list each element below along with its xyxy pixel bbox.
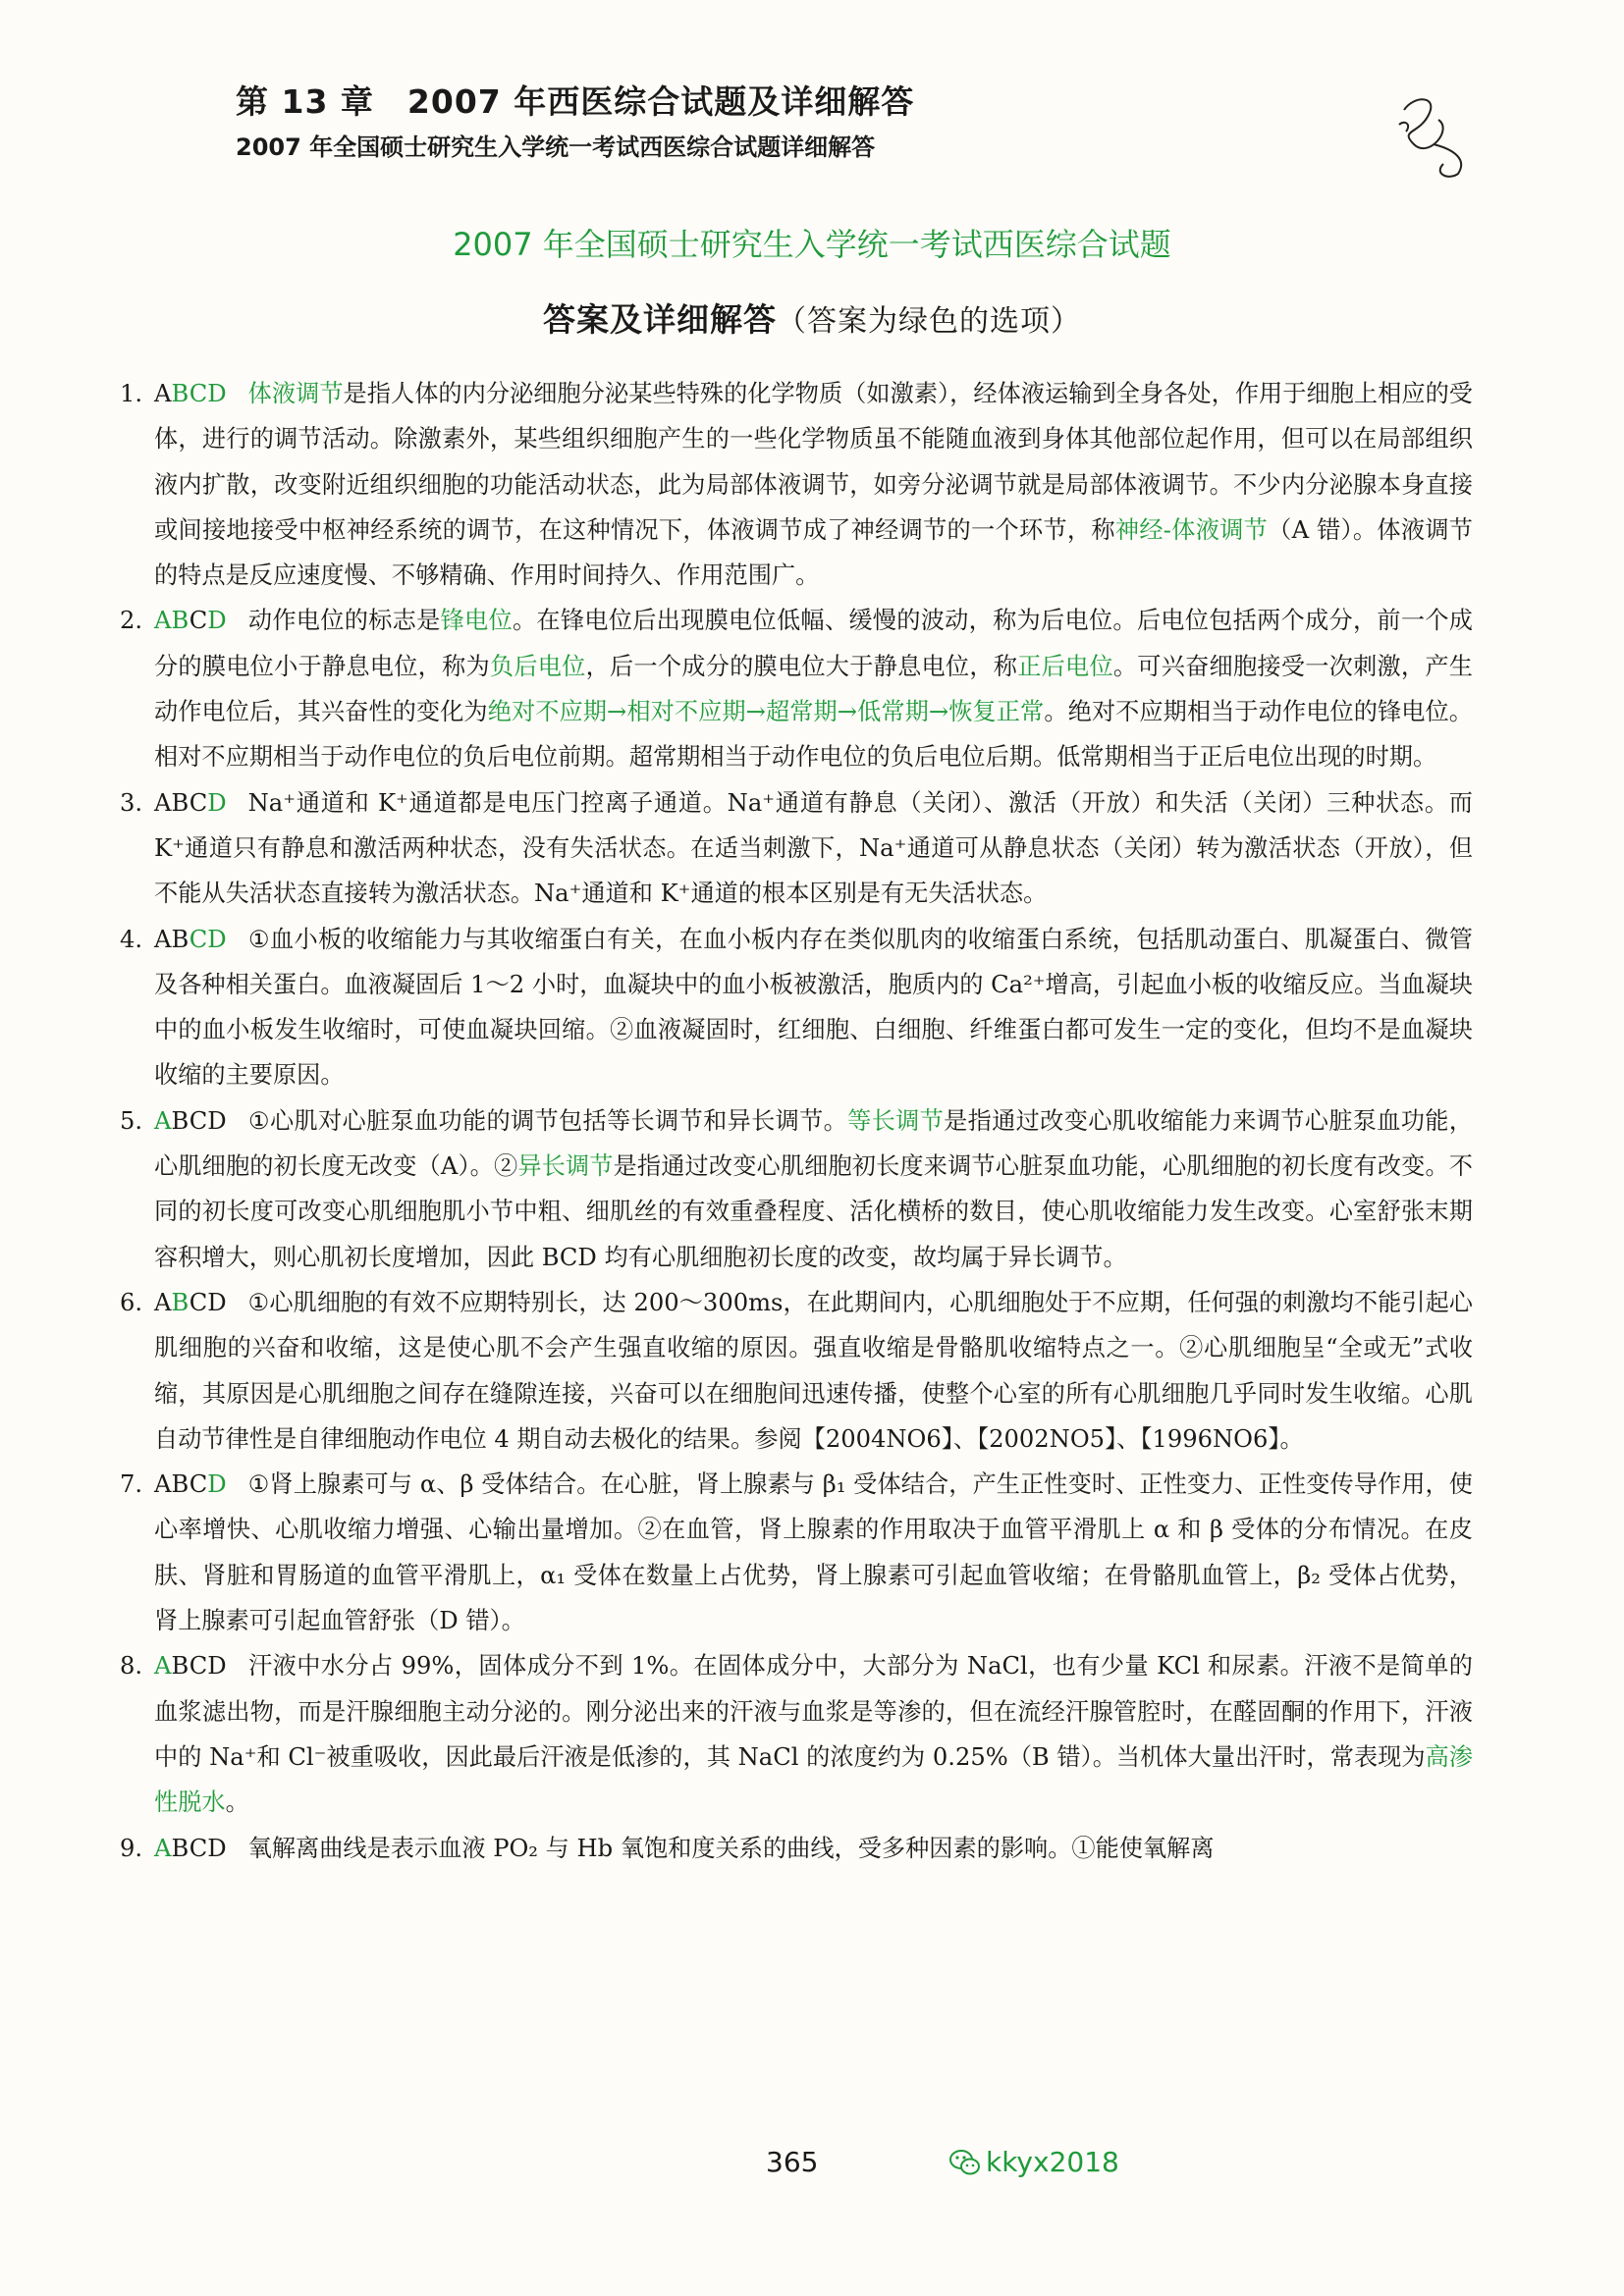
item-number: 5. <box>120 1106 143 1135</box>
answer-item <box>120 598 1473 779</box>
answer-options <box>154 1289 227 1316</box>
handwritten-scribble-mark <box>1384 90 1483 179</box>
explanation-text: 。 <box>225 1789 249 1817</box>
highlighted-term: 体液调节 <box>247 380 344 407</box>
option-letter: A <box>154 380 172 407</box>
option-letter: A <box>154 1288 172 1316</box>
option-letter: B <box>171 1106 189 1135</box>
answer-options <box>154 1470 227 1498</box>
item-number: 6. <box>120 1288 143 1316</box>
highlighted-term: 神经-体液调节 <box>1114 515 1269 544</box>
item-number: 1. <box>120 380 143 407</box>
answer-item <box>120 1098 1473 1280</box>
item-number: 2. <box>120 607 143 635</box>
option-letter: A <box>154 1470 172 1499</box>
answer-item <box>120 1643 1473 1825</box>
explanation-text: 。在锋电位后出现膜电位低幅、缓慢的波动，称为后电位。后电位包括两个成分，前一个成分的膜电位小于静息电位，称为 <box>154 607 1473 680</box>
option-letter: D <box>207 925 227 953</box>
answer-item <box>120 1280 1473 1462</box>
answers-note: （答案为绿色的选项） <box>777 304 1081 339</box>
answer-options <box>154 1107 227 1135</box>
item-number: 3. <box>120 788 143 817</box>
item-number: 4. <box>120 925 143 953</box>
explanation-text: 氧解离曲线是表示血液 PO₂ 与 Hb 氧饱和度关系的曲线，受多种因素的影响。①能使氧解离 <box>247 1834 1215 1862</box>
answers-heading <box>0 294 1624 341</box>
explanation-text: 。可兴奋细胞接受一次刺激，产生动作电位后，其兴奋性的变化为 <box>154 652 1473 726</box>
watermark-text: kkyx2018 <box>986 2146 1119 2178</box>
answer-options <box>154 789 227 817</box>
option-letter: A <box>154 925 172 953</box>
option-letter: D <box>207 380 227 407</box>
answer-options <box>154 607 227 634</box>
option-letter: A <box>154 1106 172 1135</box>
wechat-icon <box>948 2148 982 2177</box>
answer-options <box>154 380 227 407</box>
highlighted-term: 绝对不应期→相对不应期→超常期→低常期→恢复正常 <box>487 698 1045 726</box>
option-letter: C <box>189 1288 208 1316</box>
answers-heading-text: 答案及详细解答 <box>543 300 777 339</box>
answer-options <box>154 926 227 953</box>
highlighted-term: 高渗性脱水 <box>154 1742 1473 1817</box>
option-letter: D <box>207 1834 227 1862</box>
highlighted-term: 等长调节 <box>847 1106 945 1135</box>
explanation-text: ①心肌细胞的有效不应期特别长，达 200～300ms，在此期间内，心肌细胞处于不应期，任何强的刺激均不能引起心肌细胞的兴奋和收缩，这是使心肌不会产生强直收缩的原因。强直收缩是骨骼肌收缩特点之一。②心肌细胞呈“全或无”式收缩，其原因是心肌细胞之间存在缝隙连接，兴奋可以在细胞间迅速传播，使整个心室的所有心肌细胞几乎同时发生收缩。心肌自动节律性是自律细胞动作电位 4 期自动去极化的结果。参阅【2004NO6】、【2002NO5】、【1996NO6】。 <box>154 1288 1473 1453</box>
option-letter: C <box>189 1106 208 1135</box>
page-number: 365 <box>766 2146 819 2178</box>
option-letter: B <box>171 1288 189 1316</box>
option-letter: C <box>189 788 208 817</box>
option-letter: B <box>171 1470 189 1499</box>
option-letter: D <box>207 607 227 635</box>
answer-item <box>120 780 1473 917</box>
item-number: 9. <box>120 1834 143 1862</box>
answer-item <box>120 1826 1473 1871</box>
option-letter: A <box>154 788 172 817</box>
option-letter: C <box>189 925 208 953</box>
option-letter: D <box>207 1470 227 1499</box>
option-letter: D <box>207 1106 227 1135</box>
explanation-text: ，后一个成分的膜电位大于静息电位，称 <box>585 652 1018 680</box>
highlighted-term: 锋电位 <box>440 607 513 635</box>
document-title: 2007 年全国硕士研究生入学统一考试西医综合试题 <box>453 226 1171 263</box>
explanation-text: ①血小板的收缩能力与其收缩蛋白有关，在血小板内存在类似肌肉的收缩蛋白系统，包括肌动蛋白、肌凝蛋白、微管及各种相关蛋白。血液凝固后 1～2 小时，血凝块中的血小板被激活，胞质内的 Ca²⁺增高，引起血小板的收缩反应。当血凝块中的血小板发生收缩时，可使血凝块回缩。②血液凝固时，红细胞、白细胞、纤维蛋白都可发生一定的变化，但均不是血凝块收缩的主要原因。 <box>154 925 1473 1090</box>
explanation-text: 汗液中水分占 99%，固体成分不到 1%。在固体成分中，大部分为 NaCl，也有少量 KCl 和尿素。汗液不是简单的血浆滤出物，而是汗腺细胞主动分泌的。刚分泌出来的汗液与血浆是等渗的，但在流经汗腺管腔时，在醛固酮的作用下，汗液中的 Na⁺和 Cl⁻被重吸收，因此最后汗液是低渗的，其 NaCl 的浓度约为 0.25%（B 错）。当机体大量出汗时，常表现为 <box>154 1652 1473 1771</box>
answer-item <box>120 1462 1473 1643</box>
explanation-text: （A 错）。体液调节的特点是反应速度慢、不够精确、作用时间持久、作用范围广。 <box>154 515 1473 590</box>
wechat-watermark <box>948 2146 1119 2178</box>
option-letter: A <box>154 1652 172 1681</box>
explanation-text: 。绝对不应期相当于动作电位的锋电位。相对不应期相当于动作电位的负后电位前期。超常期相当于动作电位的负后电位后期。低常期相当于正后电位出现的时期。 <box>154 698 1473 772</box>
answer-list <box>120 371 1473 1871</box>
explanation-text: 是指通过改变心肌收缩能力来调节心脏泵血功能，心肌细胞的初长度无改变（A）。② <box>154 1106 1473 1181</box>
chapter-heading: 第 13 章 2007 年西医综合试题及详细解答 <box>236 82 915 121</box>
answer-options <box>154 1652 227 1680</box>
option-letter: A <box>154 607 172 635</box>
option-letter: C <box>189 1652 208 1681</box>
option-letter: D <box>207 788 227 817</box>
option-letter: C <box>189 1470 208 1499</box>
highlighted-term: 异长调节 <box>517 1152 614 1181</box>
option-letter: B <box>171 1652 189 1681</box>
answer-item <box>120 917 1473 1098</box>
explanation-text: 是指通过改变心肌细胞初长度来调节心脏泵血功能，心肌细胞的初长度有改变。不同的初长度可改变心肌细胞肌小节中粗、细肌丝的有效重叠程度、活化横桥的数目，使心肌收缩能力发生改变。心室舒张末期容积增大，则心肌初长度增加，因此 BCD 均有心肌细胞初长度的改变，故均属于异长调节。 <box>154 1152 1473 1271</box>
option-letter: D <box>207 1288 227 1316</box>
option-letter: D <box>207 1652 227 1681</box>
item-number: 7. <box>120 1470 143 1499</box>
highlighted-term: 正后电位 <box>1017 652 1113 680</box>
explanation-text: Na⁺通道和 K⁺通道都是电压门控离子通道。Na⁺通道有静息（关闭）、激活（开放）和失活（关闭）三种状态。而 K⁺通道只有静息和激活两种状态，没有失活状态。在适当刺激下，Na⁺通道可从静息状态（关闭）转为激活状态（开放），但不能从失活状态直接转为激活状态。Na⁺通道和 K⁺通道的根本区别是有无失活状态。 <box>154 788 1473 908</box>
option-letter: B <box>171 788 189 817</box>
highlighted-term: 负后电位 <box>489 652 586 680</box>
option-letter: C <box>189 607 208 635</box>
explanation-text: ①心肌对心脏泵血功能的调节包括等长调节和异长调节。 <box>247 1106 848 1135</box>
item-number: 8. <box>120 1652 143 1681</box>
answer-item <box>120 371 1473 598</box>
answer-options <box>154 1835 227 1862</box>
option-letter: C <box>189 380 208 407</box>
option-letter: B <box>171 380 189 407</box>
option-letter: B <box>171 607 189 635</box>
explanation-text: ①肾上腺素可与 α、β 受体结合。在心脏，肾上腺素与 β₁ 受体结合，产生正性变时、正性变力、正性变传导作用，使心率增快、心肌收缩力增强、心输出量增加。②在血管，肾上腺素的作用取决于血管平滑肌上 α 和 β 受体的分布情况。在皮肤、肾脏和胃肠道的血管平滑肌上，α₁ 受体在数量上占优势，肾上腺素可引起血管收缩；在骨骼肌血管上，β₂ 受体占优势，肾上腺素可引起血管舒张（D 错）。 <box>154 1470 1473 1635</box>
option-letter: A <box>154 1834 172 1862</box>
running-subtitle: 2007 年全国硕士研究生入学统一考试西医综合试题详细解答 <box>236 133 876 161</box>
option-letter: C <box>189 1834 208 1862</box>
explanation-text: 动作电位的标志是 <box>247 607 441 635</box>
option-letter: B <box>171 925 189 953</box>
option-letter: B <box>171 1834 189 1862</box>
explanation-text: 是指人体的内分泌细胞分泌某些特殊的化学物质（如激素），经体液运输到全身各处，作用于细胞上相应的受体，进行的调节活动。除激素外，某些组织细胞产生的一些化学物质虽不能随血液到身体其他部位起作用，但可以在局部组织液内扩散，改变附近组织细胞的功能活动状态，此为局部体液调节，如旁分泌调节就是局部体液调节。不少内分泌腺本身直接或间接地接受中枢神经系统的调节，在这种情况下，体液调节成了神经调节的一个环节，称 <box>154 380 1473 544</box>
